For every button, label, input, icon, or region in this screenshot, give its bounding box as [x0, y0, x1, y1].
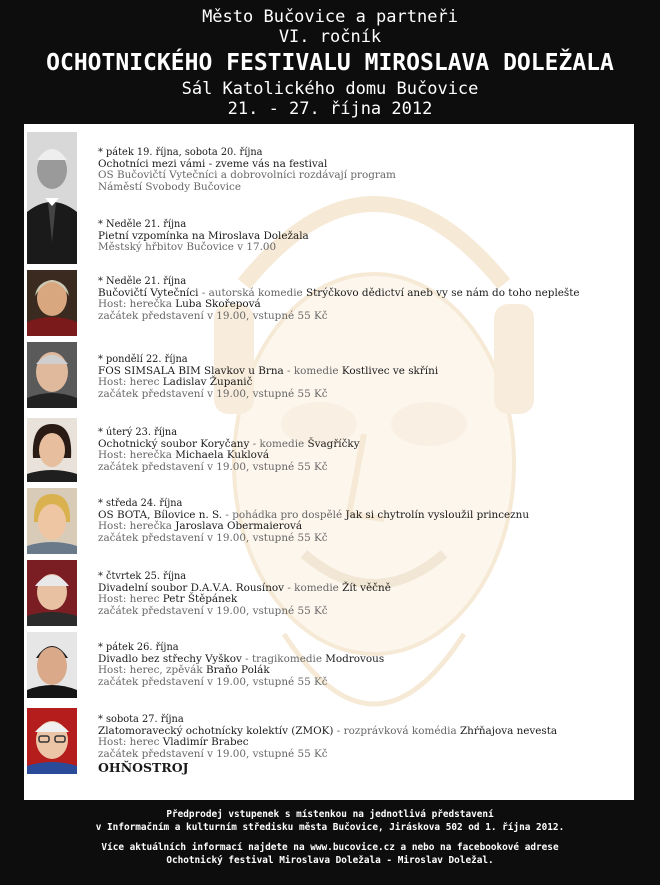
host-name: Vladimír Brabec — [162, 736, 249, 748]
ensemble-name: Bučovičtí Vytečníci — [98, 286, 199, 299]
host-name: Michaela Kuklová — [175, 449, 270, 461]
genre: - pohádka pro dospělé — [222, 508, 346, 521]
photo-luba-skorepova — [27, 270, 77, 336]
play-title: Modrovous — [325, 652, 385, 665]
play-title: Zhŕňajova nevesta — [459, 724, 558, 737]
photo-miroslav-dolezal — [27, 132, 77, 264]
event-location: Městský hřbitov Bučovice v 17.00 — [98, 241, 277, 253]
event-2-info — [98, 219, 309, 254]
genre: - komedie — [284, 581, 343, 594]
start-and-price: začátek představení v 19.00, vstupné 55 Kč — [98, 675, 328, 688]
start-and-price: začátek představení v 19.00, vstupné 55 Kč — [98, 309, 328, 322]
presale-line: Předprodej vstupenek s místenkou na jednotlivá představení — [166, 809, 494, 820]
organizer-line: Město Bučovice a partneři — [202, 7, 458, 27]
event-6-info — [98, 498, 529, 544]
host-label: Host: herečka — [98, 449, 176, 461]
poster-header — [0, 0, 660, 124]
fireworks-label: OHŇOSTROJ — [98, 760, 189, 775]
dates-line: 21. - 27. října 2012 — [227, 99, 433, 119]
genre: - autorská komedie — [198, 286, 306, 299]
photo-michaela-kuklova — [27, 418, 77, 484]
festival-title: OCHOTNICKÉHO FESTIVALU MIROSLAVA DOLEŽALA — [46, 50, 614, 76]
event-title: Pietní vzpomínka na Miroslava Doležala — [98, 229, 309, 242]
event-date: * čtvrtek 25. října — [98, 571, 187, 582]
photo-petr-stepanek — [27, 560, 77, 626]
event-detail: OS Bučovičtí Vytečníci a dobrovolníci rozdávají program — [98, 169, 396, 181]
genre: - tragikomedie — [241, 652, 326, 665]
host-name: Jaroslava Obermaierová — [175, 520, 303, 532]
start-and-price: začátek představení v 19.00, vstupné 55 Kč — [98, 747, 328, 760]
event-title: Ochotníci mezi vámi - zveme vás na festival — [98, 157, 328, 170]
more-info-line: Více aktuálních informací najdete na www.bucovice.cz a nebo na facebookové adrese — [101, 842, 559, 853]
ensemble-name: Ochotnický soubor Koryčany — [98, 437, 250, 450]
event-date: * sobota 27. října — [98, 714, 184, 725]
play-title: Žít věčně — [342, 581, 391, 594]
event-1-info — [98, 147, 396, 193]
ensemble-name: FOS SIMSALA BIM Slavkov u Brna — [98, 364, 284, 377]
event-8-info — [98, 642, 384, 688]
start-and-price: začátek představení v 19.00, vstupné 55 Kč — [98, 387, 328, 400]
event-7-info — [98, 571, 391, 617]
host-name: Braňo Polák — [205, 664, 270, 676]
host-label: Host: herec, zpěvák — [98, 664, 206, 676]
host-name: Luba Skořepová — [175, 298, 261, 310]
ensemble-name: Zlatomoravecký ochotnícky kolektív (ZMOK) — [98, 724, 334, 737]
event-date: * středa 24. října — [98, 498, 183, 509]
genre: - komedie — [249, 437, 308, 450]
facebook-line: Ochotnický festival Miroslava Doležala - Miroslav Doležal. — [166, 855, 494, 866]
venue-line: Sál Katolického domu Bučovice — [181, 79, 479, 99]
photo-ladislav-zupanic — [27, 342, 77, 408]
event-date: * pátek 26. října — [98, 642, 179, 653]
start-and-price: začátek představení v 19.00, vstupné 55 Kč — [98, 604, 328, 617]
event-date: * Neděle 21. října — [98, 219, 187, 230]
event-date: * úterý 23. října — [98, 427, 178, 438]
ensemble-name: OS BOTA, Bílovice n. S. — [98, 508, 223, 521]
host-name: Petr Štěpánek — [162, 593, 238, 605]
host-label: Host: herečka — [98, 298, 176, 310]
photo-brano-polak — [27, 632, 77, 698]
play-title: Kostlivec ve skříni — [341, 364, 439, 377]
event-location: Náměstí Svobody Bučovice — [98, 180, 241, 193]
event-4-info — [98, 354, 438, 400]
event-3-info — [98, 276, 580, 322]
presale-location-line: v Informačním a kulturním středisku města Bučovice, Jiráskova 502 od 1. října 2012. — [95, 822, 565, 833]
ensemble-name: Divadlo bez střechy Vyškov — [98, 652, 242, 665]
host-label: Host: herec — [98, 736, 163, 748]
genre: - rozprávková komédia — [333, 724, 460, 737]
start-and-price: začátek představení v 19.00, vstupné 55 Kč — [98, 460, 328, 473]
photo-jaroslava-obermaierova — [27, 488, 77, 554]
genre: - komedie — [283, 364, 342, 377]
host-label: Host: herečka — [98, 520, 176, 532]
host-name: Ladislav Županič — [162, 376, 253, 388]
start-and-price: začátek představení v 19.00, vstupné 55 Kč — [98, 531, 328, 544]
event-date: * Neděle 21. října — [98, 276, 187, 287]
programme-panel — [24, 124, 634, 800]
event-5-info — [98, 427, 360, 473]
event-9-info — [98, 714, 557, 775]
play-title: Švagříčky — [307, 437, 360, 450]
play-title: Strýčkovo dědictví aneb vy se nám do toho neplešte — [306, 286, 580, 299]
host-label: Host: herec — [98, 593, 163, 605]
play-title: Jak si chytrolín vysloužil princeznu — [345, 508, 530, 521]
poster-footer — [0, 808, 660, 885]
event-date: * pátek 19. října, sobota 20. října — [98, 147, 263, 158]
photo-vladimir-brabec — [27, 708, 77, 774]
edition-line: VI. ročník — [278, 27, 382, 47]
host-label: Host: herec — [98, 376, 163, 388]
ensemble-name: Divadelní soubor D.A.V.A. Rousínov — [98, 581, 285, 594]
event-date: * pondělí 22. října — [98, 354, 188, 365]
